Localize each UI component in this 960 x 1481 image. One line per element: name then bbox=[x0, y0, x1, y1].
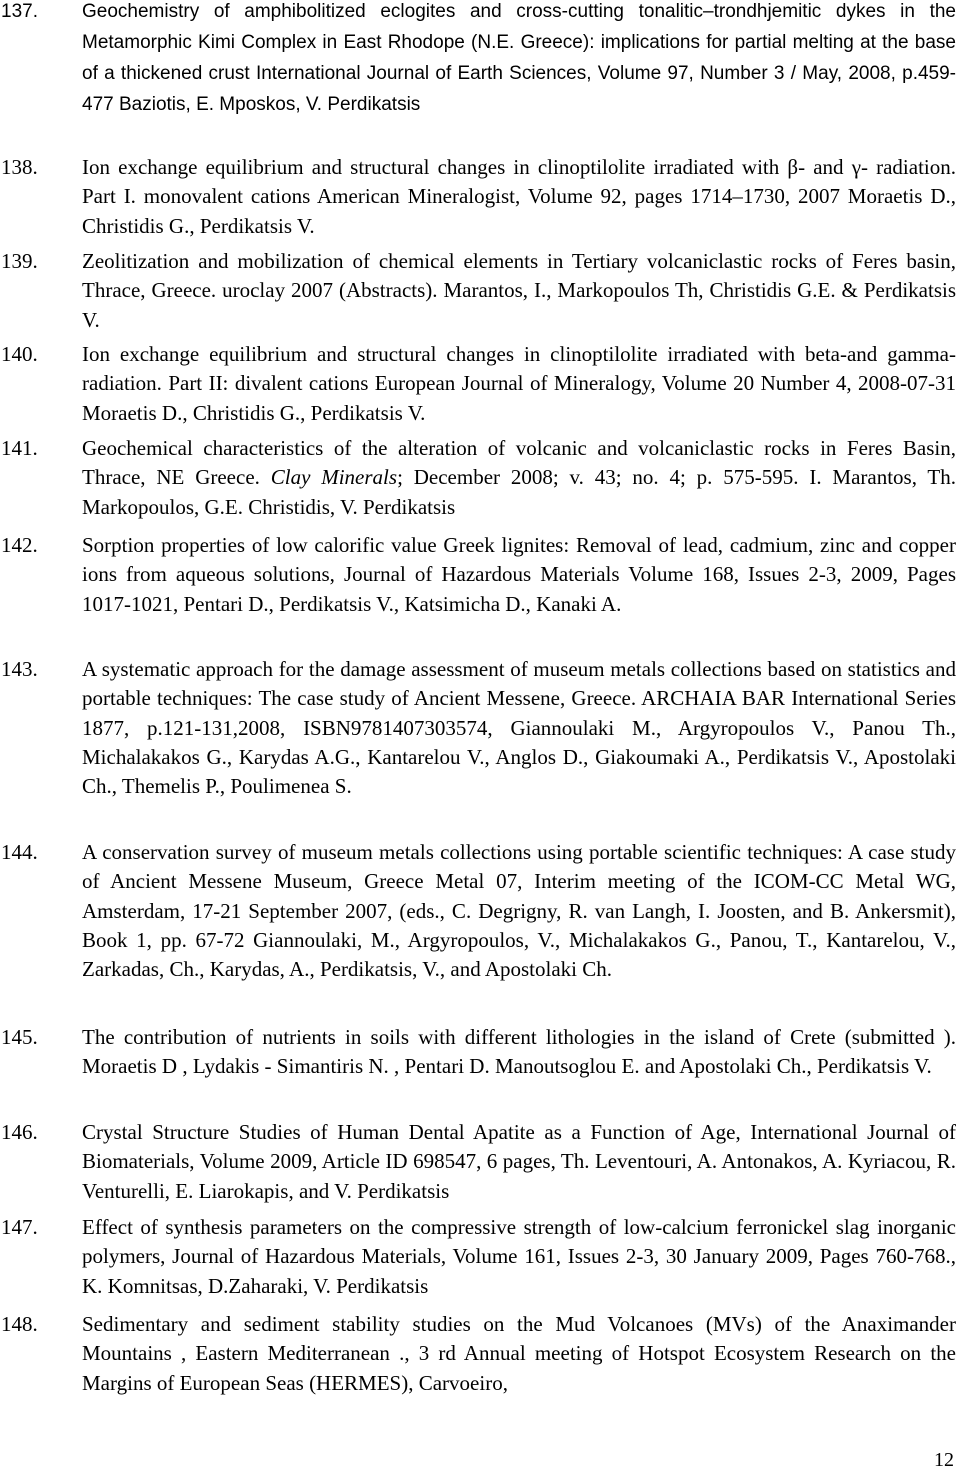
reference-text: Effect of synthesis parameters on the compressive strength of low-calcium ferronickel slag inorganic polymers, Journal of Hazardous Materials, Volume 161, Issues 2-3, 30 January 2009, Pages 760-768., K. Komnitsas, D.Zaharaki, V. Perdikatsis bbox=[82, 1215, 956, 1298]
reference-text: Sorption properties of low calorific value Greek lignites: Removal of lead, cadmium, zinc and copper ions from aqueous solutions, Journal of Hazardous Materials Volume 168, Issues 2-3, 2009, Pages 1017-1021, Pentari D., Perdikatsis V., Katsimicha D., Kanaki A. bbox=[82, 533, 956, 616]
reference-number: 143. bbox=[1, 657, 38, 681]
reference-text: A conservation survey of museum metals collections using portable scientific techniques: A case study of Ancient Messene Museum, Greece Metal 07, Interim meeting of the ICOM-CC Metal WG, Amsterdam, 17-21 September 2007, (eds., C. Degrigny, R. van Langh, I. Joosten, and B. Ankersmit), Book 1, pp. 67-72 Giannoulaki, M., Argyropoulos, V., Michalakakos G., Panou, T., Kantarelou, V., Zarkadas, Ch., Karydas, A., Perdikatsis, V., and Apostolaki Ch. bbox=[82, 840, 956, 982]
reference-text: Crystal Structure Studies of Human Dental Apatite as a Function of Age, International Journal of Biomaterials, Volume 2009, Article ID 698547, 6 pages, Th. Leventouri, A. Antonakos, A. Kyriacou, R. Venturelli, E. Liarokapis, and V. Perdikatsis bbox=[82, 1120, 956, 1203]
reference-number: 138. bbox=[1, 155, 38, 179]
reference-text: Sedimentary and sediment stability studies on the Mud Volcanoes (MVs) of the Anaximander Mountains , Eastern Mediterranean ., 3 rd Annual meeting of Hotspot Ecosystem Research on the Margins of European Seas (HERMES), Carvoeiro, bbox=[82, 1312, 956, 1395]
reference-text: Geochemistry of amphibolitized eclogites and cross-cutting tonalitic–trondhjemitic dykes in the Metamorphic Kimi Complex in East Rhodope (N.E. Greece): implications for partial melting at the base of a thickened crust International Journal of Earth Sciences, Volume 97, Number 3 / May, 2008, p.459-477 Baziotis, E. Mposkos, V. Perdikatsis bbox=[82, 1, 956, 115]
reference-text: A systematic approach for the damage assessment of museum metals collections based on statistics and portable techniques: The case study of Ancient Messene, Greece. ARCHAIA BAR International Series 1877, p.121-131,2008, ISBN9781407303574, Giannoulaki M., Argyropoulos V., Panou Th., Michalakakos G., Karydas A.G., Kantarelou V., Anglos D., Giakoumaki A., Perdikatsis V., Apostolaki Ch., Themelis P., Poulimenea S. bbox=[82, 657, 956, 799]
reference-number: 144. bbox=[1, 840, 38, 864]
reference-number: 148. bbox=[1, 1312, 38, 1336]
reference-text: Zeolitization and mobilization of chemical elements in Tertiary volcaniclastic rocks of Feres basin, Thrace, Greece. uroclay 2007 (Abstracts). Marantos, I., Markopoulos Th, Christidis G.E. & Perdikatsis V. bbox=[82, 249, 956, 332]
reference-text: Ion exchange equilibrium and structural changes in clinoptilolite irradiated with beta-and gamma-radiation. Part II: divalent cations European Journal of Mineralogy, Volume 20 Number 4, 2008-07-31 Moraetis D., Christidis G., Perdikatsis V. bbox=[82, 342, 956, 425]
reference-number: 142. bbox=[1, 533, 38, 557]
reference-number: 147. bbox=[1, 1215, 38, 1239]
reference-number: 146. bbox=[1, 1120, 38, 1144]
reference-number: 139. bbox=[1, 249, 38, 273]
reference-text-part: ; December 2008; v. 43; no. 4; p. 575-595. I. Marantos, Th. Markopoulos, G.E. Christidis, V. Perdikatsis bbox=[82, 465, 957, 519]
journal-title: Clay Minerals bbox=[270, 465, 398, 490]
reference-text-part: Geochemical characteristics of the alteration of volcanic and volcaniclastic rocks in Feres Basin, Thrace, NE Greece. bbox=[82, 436, 956, 490]
reference-number: 141. bbox=[1, 436, 38, 460]
reference-text bbox=[82, 434, 956, 522]
reference-number: 137. bbox=[1, 1, 38, 22]
reference-text: The contribution of nutrients in soils with different lithologies in the island of Crete (submitted ). Moraetis D , Lydakis - Simantiris N. , Pentari D. Manoutsoglou E. and Apostolaki Ch., Perdikatsis V. bbox=[82, 1025, 956, 1079]
page-number: 12 bbox=[934, 1449, 954, 1471]
reference-number: 140. bbox=[1, 342, 38, 366]
reference-number: 145. bbox=[1, 1025, 38, 1049]
reference-text: Ion exchange equilibrium and structural changes in clinoptilolite irradiated with β- and γ- radiation. Part I. monovalent cations American Mineralogist, Volume 92, pages 1714–1730, 2007 Moraetis D., Christidis G., Perdikatsis V. bbox=[82, 155, 956, 238]
